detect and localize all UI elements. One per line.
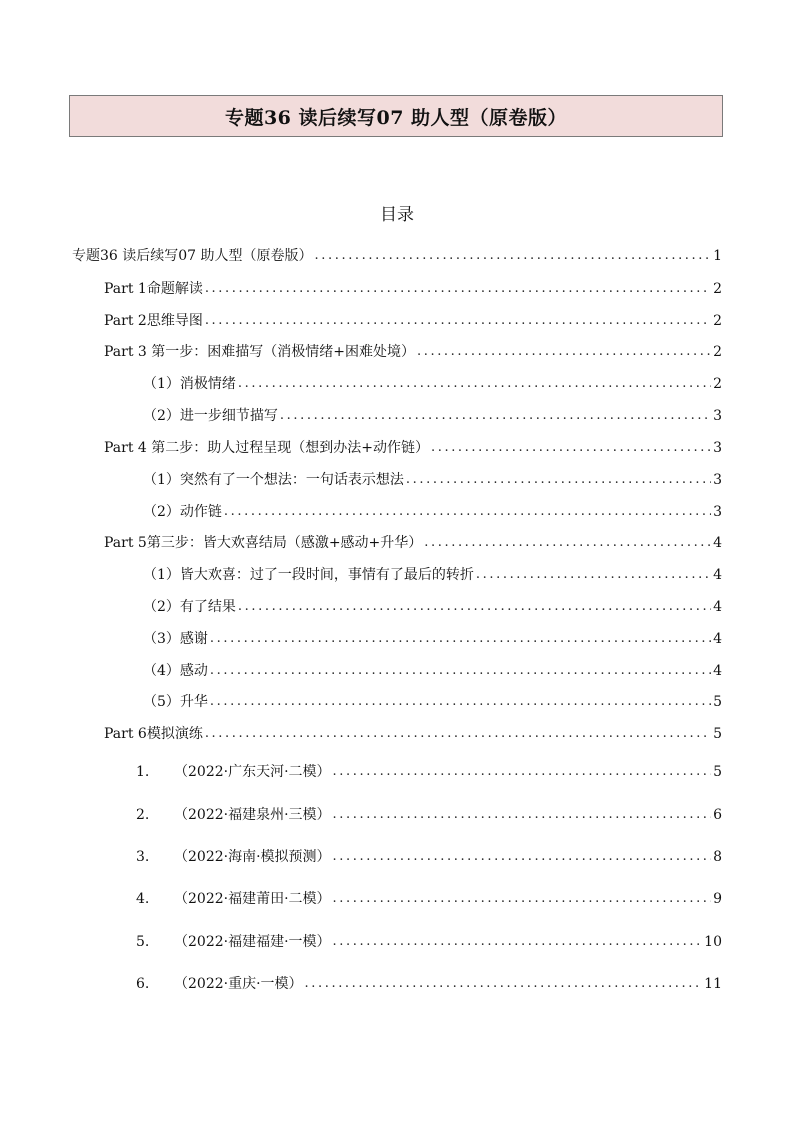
toc-entry-page: 4 (713, 599, 722, 615)
toc-entry-page: 5 (713, 694, 722, 710)
toc-leader-dots (333, 932, 703, 952)
toc-entry-number: 5. (136, 934, 150, 950)
toc-entry-page: 8 (713, 849, 722, 865)
toc-leader-dots (210, 692, 711, 712)
toc-entry-page: 2 (713, 376, 722, 392)
toc-entry[interactable] (104, 279, 722, 299)
toc-entry-number: 6. (136, 976, 150, 992)
toc-leader-dots (205, 724, 711, 744)
toc-entry[interactable] (143, 406, 722, 426)
toc-entry-label: （2022·福建泉州·三模） (174, 807, 331, 823)
toc-entry[interactable] (143, 502, 722, 522)
toc-entry-label: （5）升华 (143, 694, 208, 710)
toc-entry-label: （2）进一步细节描写 (143, 408, 278, 424)
toc-entry-label: （1）皆大欢喜：过了一段时间，事情有了最后的转折 (143, 567, 474, 583)
toc-leader-dots (406, 470, 711, 490)
toc-entry-page: 4 (713, 535, 722, 551)
toc-entry-page: 4 (713, 567, 722, 583)
toc-entry-label: Part 3 第一步：困难描写（消极情绪+困难处境） (104, 344, 415, 360)
toc-entry[interactable] (143, 597, 722, 617)
toc-entry[interactable] (136, 762, 722, 782)
document-title: 专题36 读后续写07 助人型（原卷版） (69, 95, 723, 137)
toc-entry-label: （2022·广东天河·二模） (174, 764, 331, 780)
toc-entry-page: 5 (713, 764, 722, 780)
toc-entry-page: 5 (713, 726, 722, 742)
toc-entry[interactable] (104, 533, 722, 553)
toc-entry-page: 4 (713, 663, 722, 679)
toc-entry-page: 2 (713, 281, 722, 297)
toc-entry[interactable] (104, 438, 722, 458)
toc-entry-label: （2022·重庆·一模） (174, 976, 303, 992)
toc-leader-dots (476, 565, 711, 585)
toc-entry-label: Part 1命题解读 (104, 281, 203, 297)
toc-entry-page: 4 (713, 631, 722, 647)
toc-leader-dots (333, 889, 712, 909)
toc-entry-label: （2）有了结果 (143, 599, 236, 615)
toc-leader-dots (424, 533, 711, 553)
toc-entry-label: （3）感谢 (143, 631, 208, 647)
toc-entry[interactable] (143, 374, 722, 394)
toc-entry[interactable] (136, 974, 722, 994)
toc-entry[interactable] (104, 724, 722, 744)
toc-entry-label: Part 5第三步：皆大欢喜结局（感激+感动+升华） (104, 535, 423, 551)
toc-leader-dots (333, 805, 712, 825)
toc-entry[interactable] (143, 629, 722, 649)
toc-leader-dots (238, 597, 711, 617)
toc-entry-number: 1. (136, 764, 150, 780)
toc-entry-label: （1）消极情绪 (143, 376, 236, 392)
toc-entry[interactable] (136, 889, 722, 909)
toc-entry-label: Part 6模拟演练 (104, 726, 203, 742)
toc-entry-label: （1）突然有了一个想法：一句话表示想法 (143, 472, 404, 488)
toc-entry-page: 2 (713, 344, 722, 360)
toc-entry[interactable] (104, 342, 722, 362)
toc-entry-label: Part 2思维导图 (104, 313, 203, 329)
toc-entry-page: 9 (713, 891, 722, 907)
toc-entry[interactable] (143, 692, 722, 712)
toc-leader-dots (305, 974, 703, 994)
toc-entry-label: （2）动作链 (143, 504, 222, 520)
toc-entry[interactable] (143, 565, 722, 585)
toc-entry-page: 1 (713, 248, 722, 264)
toc-leader-dots (333, 847, 712, 867)
toc-entry-number: 2. (136, 807, 150, 823)
toc-leader-dots (431, 438, 711, 458)
toc-heading: 目录 (380, 205, 414, 225)
toc-entry-label: （2022·福建莆田·二模） (174, 891, 331, 907)
toc-leader-dots (210, 661, 711, 681)
toc-entry-number: 4. (136, 891, 150, 907)
toc-entry-page: 2 (713, 313, 722, 329)
toc-leader-dots (205, 279, 711, 299)
toc-entry-page: 3 (713, 472, 722, 488)
toc-leader-dots (333, 762, 712, 782)
toc-entry-page: 6 (713, 807, 722, 823)
toc-entry-page: 3 (713, 504, 722, 520)
toc-entry-page: 3 (713, 440, 722, 456)
toc-entry-label: （4）感动 (143, 663, 208, 679)
toc-entry-page: 11 (704, 976, 722, 992)
toc-entry-page: 3 (713, 408, 722, 424)
toc-entry-label: Part 4 第二步：助人过程呈现（想到办法+动作链） (104, 440, 429, 456)
toc-leader-dots (224, 502, 711, 522)
toc-entry-page: 10 (704, 934, 722, 950)
toc-leader-dots (315, 246, 712, 266)
toc-entry[interactable] (104, 311, 722, 331)
toc-entry-label: 专题36 读后续写07 助人型（原卷版） (72, 248, 313, 264)
toc-leader-dots (417, 342, 711, 362)
toc-entry[interactable] (136, 932, 722, 952)
toc-leader-dots (280, 406, 711, 426)
toc-leader-dots (205, 311, 711, 331)
toc-entry[interactable] (72, 246, 722, 266)
toc-entry-label: （2022·海南·模拟预测） (174, 849, 331, 865)
toc-leader-dots (210, 629, 711, 649)
toc-entry[interactable] (143, 661, 722, 681)
toc-entry[interactable] (143, 470, 722, 490)
toc-entry[interactable] (136, 847, 722, 867)
toc-entry-label: （2022·福建福建·一模） (174, 934, 331, 950)
toc-entry-number: 3. (136, 849, 150, 865)
toc-entry[interactable] (136, 805, 722, 825)
toc-leader-dots (238, 374, 711, 394)
